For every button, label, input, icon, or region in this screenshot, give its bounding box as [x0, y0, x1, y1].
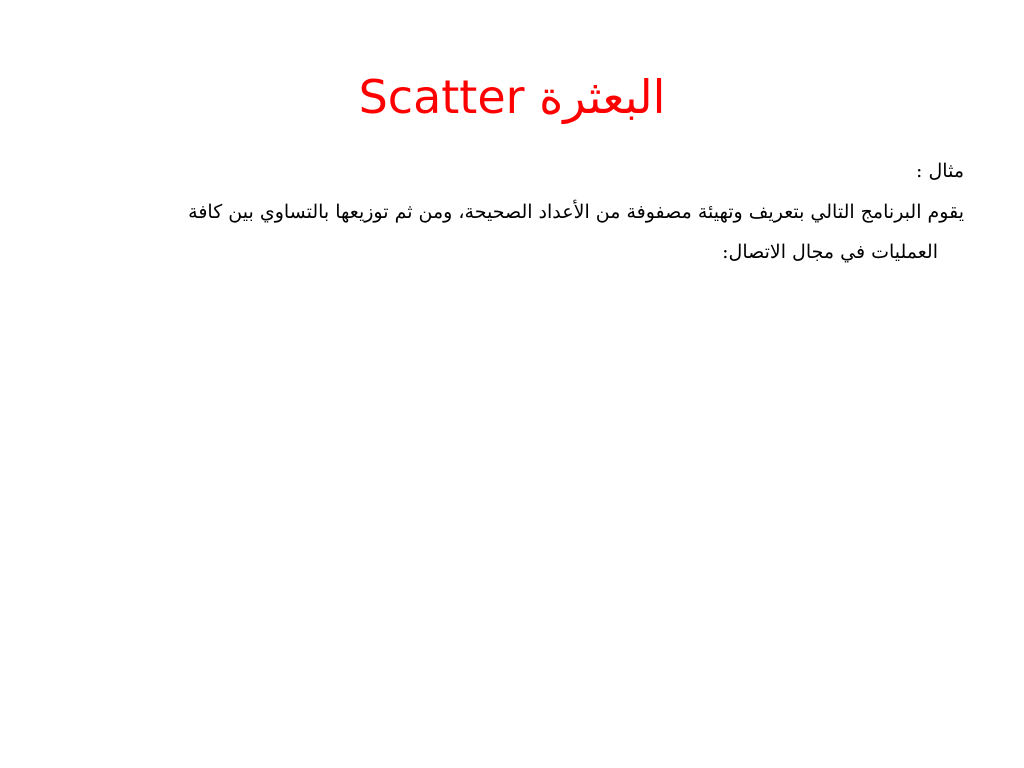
description-paragraph — [84, 192, 964, 272]
example-label: مثال : — [916, 160, 964, 182]
paragraph-line-2: العمليات في مجال الاتصال: — [722, 241, 938, 263]
paragraph-line-1: يقوم البرنامج التالي بتعريف وتهيئة مصفوفة من الأعداد الصحيحة، ومن ثم توزيعها بالتساوي بين كافة — [188, 201, 964, 223]
slide-body — [84, 150, 964, 272]
slide-title: Scatter البعثرة — [358, 70, 666, 124]
